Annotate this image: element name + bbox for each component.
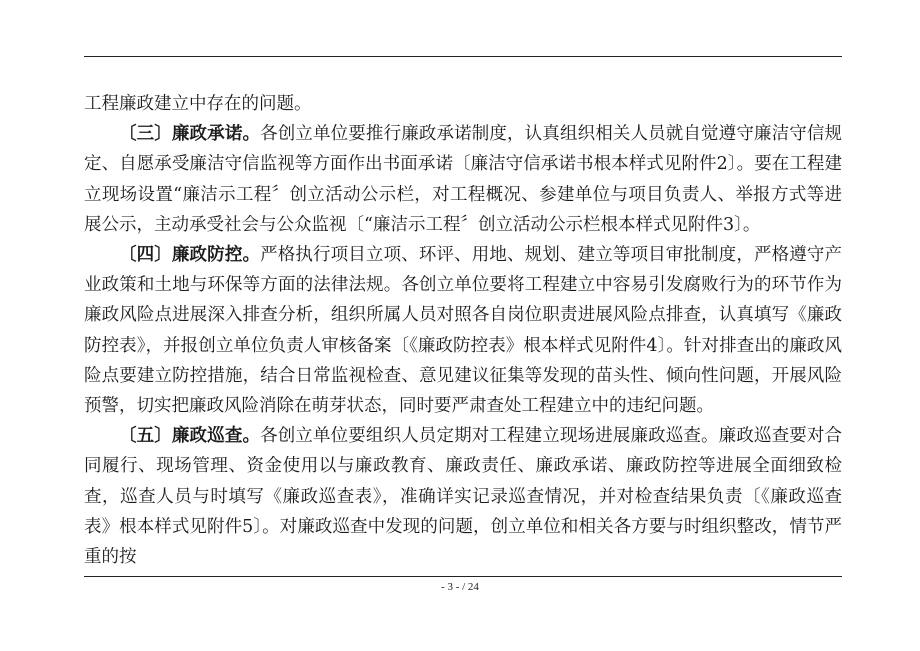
paragraph-text: 各创立单位要推行廉政承诺制度，认真组织相关人员就自觉遵守廉洁守信规定、自愿承受廉洁守信监视等方面作出书面承诺〔廉洁守信承诺书根本样式见附件2〕。要在工程建立现场设置“廉洁示工程〞创立活动公示栏，对工程概况、参建单位与项目负责人、举报方式等进展公示，主动承受社会与公众监视〔“廉洁示工程〞创立活动公示栏根本样式见附件3〕。 xyxy=(84,124,843,235)
paragraph-integrity-prevention xyxy=(84,240,842,421)
paragraph-text: 工程廉政建立中存在的问题。 xyxy=(84,94,312,114)
paragraph-continuation xyxy=(84,89,842,119)
section-heading: 〔三〕廉政承诺。 xyxy=(119,124,261,145)
document-body xyxy=(84,89,842,572)
section-heading: 〔四〕廉政防控。 xyxy=(119,245,261,266)
paragraph-text: 各创立单位要组织人员定期对工程建立现场进展廉政巡查。廉政巡查要对合同履行、现场管理、资金使用以与廉政教育、廉政责任、廉政承诺、廉政防控等进展全面细致检查，巡查人员与时填写《廉政巡查表》，准确详实记录巡查情况，并对检查结果负责〔《廉政巡查表》根本样式见附件5〕。对廉政巡查中发现的问题，创立单位和相关各方要与时组织整改，情节严重的按 xyxy=(84,426,843,568)
section-heading: 〔五〕廉政巡查。 xyxy=(119,426,261,447)
header-rule xyxy=(84,56,842,57)
footer-rule xyxy=(84,576,842,577)
paragraph-text: 严格执行项目立项、环评、用地、规划、建立等项目审批制度，严格遵守产业政策和土地与环保等方面的法律法规。各创立单位要将工程建立中容易引发腐败行为的环节作为廉政风险点进展深入排查分析，组织所属人员对照各自岗位职责进展风险点排查，认真填写《廉政防控表》，并报创立单位负责人审核备案〔《廉政防控表》根本样式见附件4〕。针对排查出的廉政风险点要建立防控措施，结合日常监视检查、意见建议征集等发现的苗头性、倾向性问题，开展风险预警，切实把廉政风险消除在萌芽状态，同时要严肃查处工程建立中的违纪问题。 xyxy=(84,245,843,417)
page-number: - 3 - / 24 xyxy=(441,581,479,593)
paragraph-integrity-inspection xyxy=(84,421,842,572)
paragraph-integrity-commitment xyxy=(84,119,842,240)
